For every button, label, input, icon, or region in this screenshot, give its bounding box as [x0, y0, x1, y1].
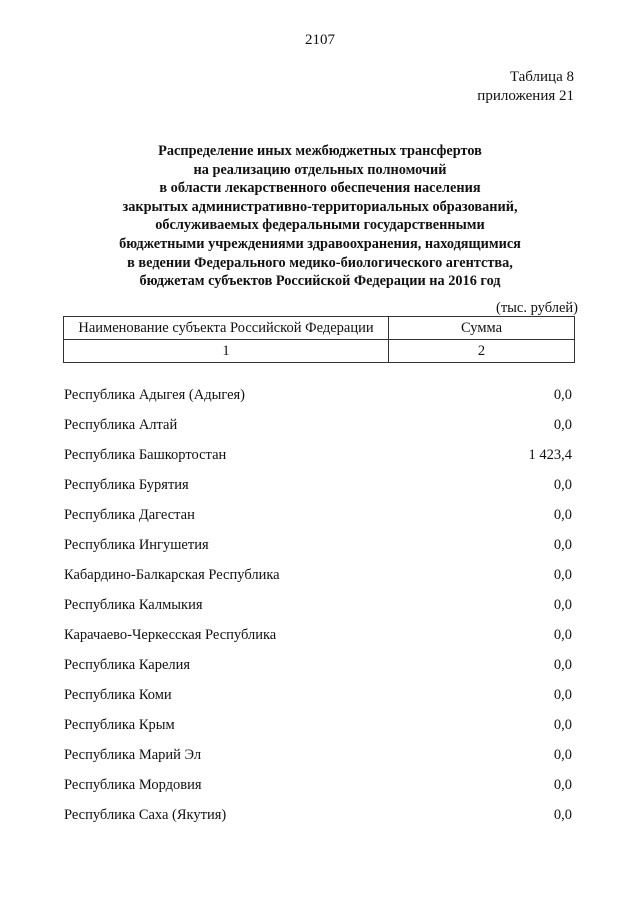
region-amount: 0,0 — [553, 657, 572, 673]
table-row — [64, 654, 572, 684]
header-row — [64, 317, 575, 340]
region-name: Республика Крым — [64, 717, 175, 733]
region-amount: 1 423,4 — [528, 447, 572, 463]
units-label: (тыс. рублей) — [496, 300, 578, 316]
table-row — [64, 564, 572, 594]
appendix-label: приложения 21 — [477, 88, 574, 104]
region-amount: 0,0 — [553, 807, 572, 823]
region-amount: 0,0 — [553, 777, 572, 793]
column-header-name: Наименование субъекта Российской Федерации — [64, 317, 389, 340]
title-line: бюджетам субъектов Российской Федерации на 2016 год — [139, 273, 501, 290]
table-label: Таблица 8 — [509, 69, 574, 85]
table-reference — [477, 68, 574, 106]
table-row — [64, 474, 572, 504]
region-name: Республика Мордовия — [64, 777, 202, 793]
title-line: обслуживаемых федеральными государственными — [155, 217, 485, 234]
region-amount: 0,0 — [553, 507, 572, 523]
region-name: Республика Адыгея (Адыгея) — [64, 387, 246, 403]
region-amount: 0,0 — [553, 537, 572, 553]
table-row — [64, 744, 572, 774]
region-amount: 0,0 — [553, 387, 572, 403]
table-row — [64, 444, 572, 474]
title-line: на реализацию отдельных полномочий — [193, 161, 447, 178]
table-row — [64, 534, 572, 564]
column-number-1: 1 — [64, 340, 389, 363]
region-name: Карачаево-Черкесская Республика — [64, 627, 277, 643]
region-name: Кабардино-Балкарская Республика — [64, 567, 280, 583]
region-name: Республика Дагестан — [64, 507, 195, 523]
title-line: закрытых административно-территориальных образований, — [122, 198, 518, 215]
region-name: Республика Коми — [64, 687, 172, 703]
region-amount: 0,0 — [553, 687, 572, 703]
region-amount: 0,0 — [553, 747, 572, 763]
region-amount: 0,0 — [553, 717, 572, 733]
title-line: бюджетными учреждениями здравоохранения, находящимися — [119, 235, 521, 252]
table-row — [64, 624, 572, 654]
region-name: Республика Марий Эл — [64, 747, 202, 763]
region-name: Республика Саха (Якутия) — [64, 807, 227, 823]
region-name: Республика Башкортостан — [64, 447, 227, 463]
region-name: Республика Калмыкия — [64, 597, 203, 613]
table-row — [64, 774, 572, 804]
title-line: в ведении Федерального медико-биологического агентства, — [127, 254, 513, 271]
page-number: 2107 — [305, 32, 335, 48]
title-line: Распределение иных межбюджетных трансфертов — [158, 143, 482, 159]
region-name: Республика Бурятия — [64, 477, 189, 493]
region-amount: 0,0 — [553, 417, 572, 433]
table-row — [64, 504, 572, 534]
table-row — [64, 384, 572, 414]
region-name: Республика Карелия — [64, 657, 191, 673]
region-amount: 0,0 — [553, 567, 572, 583]
column-header-amount: Сумма — [389, 317, 575, 340]
region-amount: 0,0 — [553, 597, 572, 613]
table-row — [64, 594, 572, 624]
region-name: Республика Алтай — [64, 417, 178, 433]
region-amount: 0,0 — [553, 627, 572, 643]
region-amount: 0,0 — [553, 477, 572, 493]
table-body — [64, 384, 572, 834]
region-name: Республика Ингушетия — [64, 537, 209, 553]
column-number-2: 2 — [389, 340, 575, 363]
document-title — [0, 142, 640, 291]
table-row — [64, 414, 572, 444]
table-row — [64, 714, 572, 744]
table-header — [63, 316, 575, 363]
title-line: в области лекарственного обеспечения населения — [159, 180, 481, 197]
column-number-row — [64, 340, 575, 363]
table-row — [64, 804, 572, 834]
table-row — [64, 684, 572, 714]
